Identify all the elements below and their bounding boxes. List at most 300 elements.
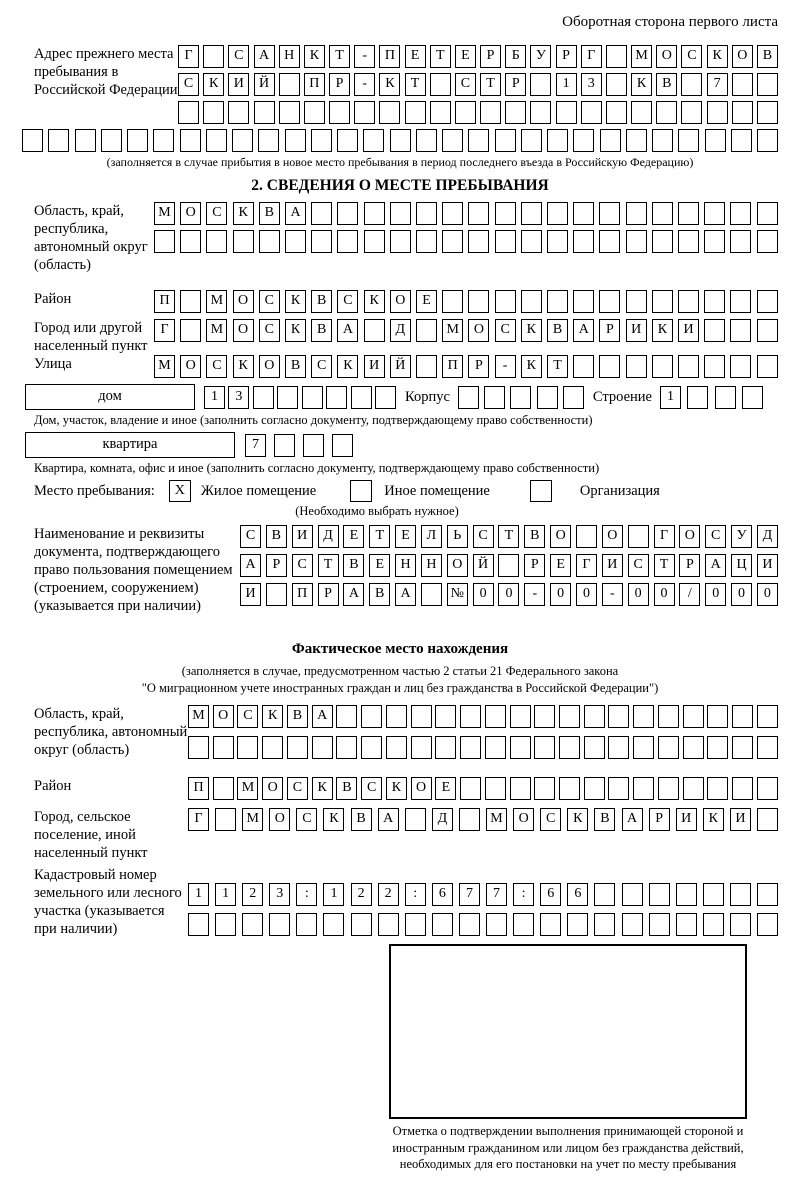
char-cell (757, 129, 778, 152)
char-cell: А (622, 808, 643, 831)
char-cell: В (259, 202, 280, 225)
char-cell: И (730, 808, 751, 831)
char-cell (254, 101, 275, 124)
char-cell: О (180, 202, 201, 225)
char-cell (622, 913, 643, 936)
region-label: Область, край, республика, автономный округ (область) (34, 203, 148, 273)
char-cell (188, 913, 209, 936)
char-cell (584, 736, 605, 759)
actual-city-row (188, 808, 778, 831)
char-cell: Р (468, 355, 489, 378)
char-cell: 6 (567, 883, 588, 906)
char-cell (311, 202, 332, 225)
char-cell (154, 230, 175, 253)
char-cell (606, 45, 627, 68)
actual-district-label: Район (34, 778, 72, 794)
char-cell (573, 290, 594, 313)
char-cell (626, 129, 647, 152)
char-cell (584, 705, 605, 728)
char-cell (495, 202, 516, 225)
char-cell (232, 129, 253, 152)
char-cell: С (287, 777, 308, 800)
char-cell (178, 101, 199, 124)
char-cell (304, 101, 325, 124)
char-cell: 3 (269, 883, 290, 906)
char-cell (732, 736, 753, 759)
cadastral-field (22, 866, 778, 938)
char-cell (626, 230, 647, 253)
char-cell: О (180, 355, 201, 378)
char-cell (704, 230, 725, 253)
char-cell (563, 386, 584, 409)
prev-address-row-3 (178, 101, 778, 124)
char-cell (678, 290, 699, 313)
korpus-label: Корпус (405, 388, 450, 405)
char-cell (75, 129, 96, 152)
char-cell: М (237, 777, 258, 800)
char-cell: 7 (486, 883, 507, 906)
char-cell (416, 202, 437, 225)
char-cell (534, 777, 555, 800)
char-cell: Д (432, 808, 453, 831)
prev-address-row-1 (178, 45, 778, 68)
char-cell: 1 (215, 883, 236, 906)
char-cell (757, 101, 778, 124)
char-cell: Д (390, 319, 411, 342)
char-cell (279, 73, 300, 96)
char-cell: И (292, 525, 313, 548)
char-cell: 2 (378, 883, 399, 906)
stamp-box (389, 944, 747, 1119)
char-cell: С (311, 355, 332, 378)
char-cell: В (287, 705, 308, 728)
region-rows (154, 202, 778, 253)
char-cell (683, 705, 704, 728)
char-cell (732, 777, 753, 800)
char-cell (633, 705, 654, 728)
actual-region-field (22, 705, 778, 777)
char-cell: В (266, 525, 287, 548)
char-cell (633, 777, 654, 800)
char-cell (153, 129, 174, 152)
char-cell (608, 705, 629, 728)
char-cell (390, 230, 411, 253)
char-cell: Е (550, 554, 571, 577)
char-cell: 1 (188, 883, 209, 906)
char-cell (573, 230, 594, 253)
char-cell: В (285, 355, 306, 378)
prev-address-rows (178, 45, 778, 124)
char-cell (405, 913, 426, 936)
char-cell: 1 (204, 386, 225, 409)
char-cell (510, 777, 531, 800)
char-cell: И (602, 554, 623, 577)
char-cell: В (336, 777, 357, 800)
char-cell (559, 705, 580, 728)
char-cell: К (233, 355, 254, 378)
char-cell (375, 386, 396, 409)
char-cell: М (206, 290, 227, 313)
char-cell: Н (421, 554, 442, 577)
char-cell (652, 230, 673, 253)
char-cell (180, 129, 201, 152)
char-cell (416, 230, 437, 253)
char-cell (513, 913, 534, 936)
char-cell: 0 (550, 583, 571, 606)
char-cell (678, 355, 699, 378)
char-cell (567, 913, 588, 936)
char-cell (22, 129, 43, 152)
char-cell (757, 73, 778, 96)
char-cell (658, 705, 679, 728)
char-cell (311, 230, 332, 253)
char-cell (683, 777, 704, 800)
char-cell: 3 (228, 386, 249, 409)
char-cell (361, 705, 382, 728)
char-cell (537, 386, 558, 409)
char-cell: И (678, 319, 699, 342)
char-cell (581, 101, 602, 124)
char-cell (576, 525, 597, 548)
char-cell (652, 129, 673, 152)
char-cell (678, 202, 699, 225)
char-cell (521, 202, 542, 225)
char-cell (683, 736, 704, 759)
char-cell: К (285, 319, 306, 342)
actual-location-note-1: (заполняется в случае, предусмотренном частью 2 статьи 21 Федерального закона (181, 664, 619, 678)
residential-label: Жилое помещение (200, 482, 317, 499)
char-cell: О (732, 45, 753, 68)
char-cell: П (379, 45, 400, 68)
char-cell (730, 202, 751, 225)
char-cell (495, 290, 516, 313)
char-cell (442, 230, 463, 253)
char-cell (757, 736, 778, 759)
apartment-cells (245, 434, 353, 457)
char-cell: С (240, 525, 261, 548)
char-cell (361, 736, 382, 759)
char-cell (498, 554, 519, 577)
char-cell (705, 129, 726, 152)
char-cell (274, 434, 295, 457)
char-cell (188, 736, 209, 759)
char-cell: О (269, 808, 290, 831)
char-cell (336, 736, 357, 759)
char-cell: А (343, 583, 364, 606)
char-cell (258, 129, 279, 152)
char-cell: Р (480, 45, 501, 68)
char-cell (442, 202, 463, 225)
char-cell (484, 386, 505, 409)
char-cell (486, 913, 507, 936)
char-cell: К (323, 808, 344, 831)
char-cell: В (656, 73, 677, 96)
char-cell (757, 319, 778, 342)
char-cell: Р (318, 583, 339, 606)
char-cell: Т (430, 45, 451, 68)
char-cell: П (188, 777, 209, 800)
korpus-cells (458, 386, 584, 409)
actual-district-field (22, 777, 778, 800)
char-cell (326, 386, 347, 409)
char-cell (390, 202, 411, 225)
char-cell (468, 230, 489, 253)
char-cell (757, 913, 778, 936)
char-cell: 6 (432, 883, 453, 906)
char-cell: 1 (660, 386, 681, 409)
char-cell (732, 705, 753, 728)
char-cell (405, 101, 426, 124)
char-cell (573, 355, 594, 378)
char-cell (521, 290, 542, 313)
char-cell (442, 290, 463, 313)
char-cell: 0 (498, 583, 519, 606)
actual-district-row (188, 777, 778, 800)
char-cell (323, 913, 344, 936)
char-cell: Т (654, 554, 675, 577)
char-cell: Ь (447, 525, 468, 548)
char-cell (757, 808, 778, 831)
char-cell (459, 913, 480, 936)
char-cell (411, 705, 432, 728)
char-cell: 7 (707, 73, 728, 96)
char-cell: М (242, 808, 263, 831)
char-cell (430, 73, 451, 96)
char-cell: № (447, 583, 468, 606)
char-cell (730, 883, 751, 906)
char-cell: Г (154, 319, 175, 342)
char-cell (364, 202, 385, 225)
char-cell: Е (435, 777, 456, 800)
char-cell: Е (455, 45, 476, 68)
char-cell: 2 (351, 883, 372, 906)
char-cell: / (679, 583, 700, 606)
char-cell: Т (498, 525, 519, 548)
char-cell: У (731, 525, 752, 548)
char-cell (351, 913, 372, 936)
char-cell: 7 (245, 434, 266, 457)
char-cell: С (206, 202, 227, 225)
char-cell (495, 129, 516, 152)
char-cell (540, 913, 561, 936)
cadastral-rows (188, 866, 778, 936)
char-cell: В (369, 583, 390, 606)
char-cell: И (228, 73, 249, 96)
char-cell (547, 202, 568, 225)
char-cell (435, 736, 456, 759)
page-side-note: Оборотная сторона первого листа (562, 14, 778, 30)
char-cell (599, 202, 620, 225)
actual-region-row-1 (188, 705, 778, 728)
char-cell: Е (369, 554, 390, 577)
char-cell: В (594, 808, 615, 831)
char-cell (730, 319, 751, 342)
char-cell: А (337, 319, 358, 342)
char-cell: У (530, 45, 551, 68)
char-cell: Д (757, 525, 778, 548)
char-cell: И (240, 583, 261, 606)
char-cell: К (364, 290, 385, 313)
char-cell (386, 705, 407, 728)
char-cell: К (652, 319, 673, 342)
char-cell (573, 202, 594, 225)
actual-city-label: Город, сельское поселение, иной населенный пункт (34, 809, 148, 861)
char-cell: Т (369, 525, 390, 548)
char-cell (180, 290, 201, 313)
char-cell: К (521, 319, 542, 342)
char-cell (206, 129, 227, 152)
char-cell (416, 319, 437, 342)
char-cell (48, 129, 69, 152)
char-cell (628, 525, 649, 548)
prev-address-row-4 (22, 129, 778, 152)
char-cell: С (259, 290, 280, 313)
char-cell (269, 913, 290, 936)
char-cell (649, 883, 670, 906)
char-cell: И (757, 554, 778, 577)
char-cell (332, 434, 353, 457)
char-cell (364, 319, 385, 342)
stamp-note: Отметка о подтверждении выполнения принимающей стороной и иностранным гражданином или лицом без гражданства действий, необходимых для его постановки на учет по месту пребывания (392, 1124, 744, 1171)
cadastral-row-2 (188, 913, 778, 936)
char-cell (259, 230, 280, 253)
actual-location-title: Фактическое место нахождения (291, 641, 509, 657)
char-cell: С (705, 525, 726, 548)
char-cell: Т (547, 355, 568, 378)
char-cell: К (233, 202, 254, 225)
char-cell (480, 101, 501, 124)
char-cell (584, 777, 605, 800)
char-cell: 7 (459, 883, 480, 906)
char-cell: И (364, 355, 385, 378)
char-cell (351, 386, 372, 409)
char-cell (266, 583, 287, 606)
char-cell: 1 (556, 73, 577, 96)
cadastral-row-1 (188, 883, 778, 906)
char-cell (757, 705, 778, 728)
char-cell (757, 355, 778, 378)
region-row-2 (154, 230, 778, 253)
char-cell (460, 736, 481, 759)
char-cell: Р (329, 73, 350, 96)
stamp-area (372, 944, 764, 1173)
char-cell (459, 808, 480, 831)
char-cell (547, 129, 568, 152)
char-cell (213, 736, 234, 759)
char-cell: К (203, 73, 224, 96)
char-cell: С (237, 705, 258, 728)
char-cell (652, 290, 673, 313)
char-cell (681, 73, 702, 96)
char-cell: О (602, 525, 623, 548)
char-cell (460, 705, 481, 728)
char-cell (704, 202, 725, 225)
char-cell (626, 355, 647, 378)
char-cell (455, 101, 476, 124)
char-cell: К (386, 777, 407, 800)
char-cell: Е (343, 525, 364, 548)
char-cell (687, 386, 708, 409)
char-cell: 0 (654, 583, 675, 606)
char-cell (678, 230, 699, 253)
char-cell: Т (405, 73, 426, 96)
char-cell (704, 319, 725, 342)
region-field (22, 202, 778, 274)
apartment-note: Квартира, комната, офис и иное (заполнить согласно документу, подтверждающему право собственности) (34, 461, 600, 475)
char-cell: С (296, 808, 317, 831)
char-cell: Р (649, 808, 670, 831)
char-cell (468, 290, 489, 313)
char-cell: 0 (628, 583, 649, 606)
char-cell: - (495, 355, 516, 378)
house-box-label: дом (25, 384, 195, 410)
char-cell (715, 386, 736, 409)
char-cell (228, 101, 249, 124)
char-cell: А (705, 554, 726, 577)
char-cell (599, 355, 620, 378)
char-cell (386, 736, 407, 759)
char-cell: О (550, 525, 571, 548)
char-cell: Й (473, 554, 494, 577)
char-cell (206, 230, 227, 253)
house-cells (204, 386, 396, 409)
char-cell: 0 (757, 583, 778, 606)
organization-checkbox (530, 480, 552, 502)
document-row-3 (240, 583, 778, 606)
char-cell: Д (318, 525, 339, 548)
region-row-1 (154, 202, 778, 225)
actual-location-note-2: "О миграционном учете иностранных граждан и лиц без гражданства в Российской Федерации") (141, 681, 659, 695)
char-cell: К (707, 45, 728, 68)
char-cell: О (233, 319, 254, 342)
stay-type-row (22, 480, 778, 502)
char-cell: В (311, 290, 332, 313)
char-cell (559, 736, 580, 759)
char-cell: С (361, 777, 382, 800)
char-cell: А (254, 45, 275, 68)
char-cell (676, 883, 697, 906)
char-cell: - (354, 73, 375, 96)
char-cell (730, 290, 751, 313)
char-cell: Е (405, 45, 426, 68)
char-cell: А (312, 705, 333, 728)
char-cell (594, 883, 615, 906)
char-cell (242, 913, 263, 936)
char-cell: Е (395, 525, 416, 548)
char-cell (495, 230, 516, 253)
other-premises-label: Иное помещение (384, 482, 490, 499)
char-cell: Г (576, 554, 597, 577)
char-cell: Г (178, 45, 199, 68)
actual-region-row-2 (188, 736, 778, 759)
char-cell (742, 386, 763, 409)
char-cell: П (304, 73, 325, 96)
char-cell: Г (188, 808, 209, 831)
char-cell (631, 101, 652, 124)
char-cell: С (337, 290, 358, 313)
char-cell (279, 101, 300, 124)
document-row-2 (240, 554, 778, 577)
char-cell (213, 777, 234, 800)
char-cell (215, 913, 236, 936)
char-cell: И (676, 808, 697, 831)
char-cell: С (292, 554, 313, 577)
char-cell: В (343, 554, 364, 577)
char-cell (277, 386, 298, 409)
actual-city-field (22, 808, 778, 862)
actual-region-label: Область, край, республика, автономный округ (область) (34, 706, 188, 758)
char-cell: Н (279, 45, 300, 68)
